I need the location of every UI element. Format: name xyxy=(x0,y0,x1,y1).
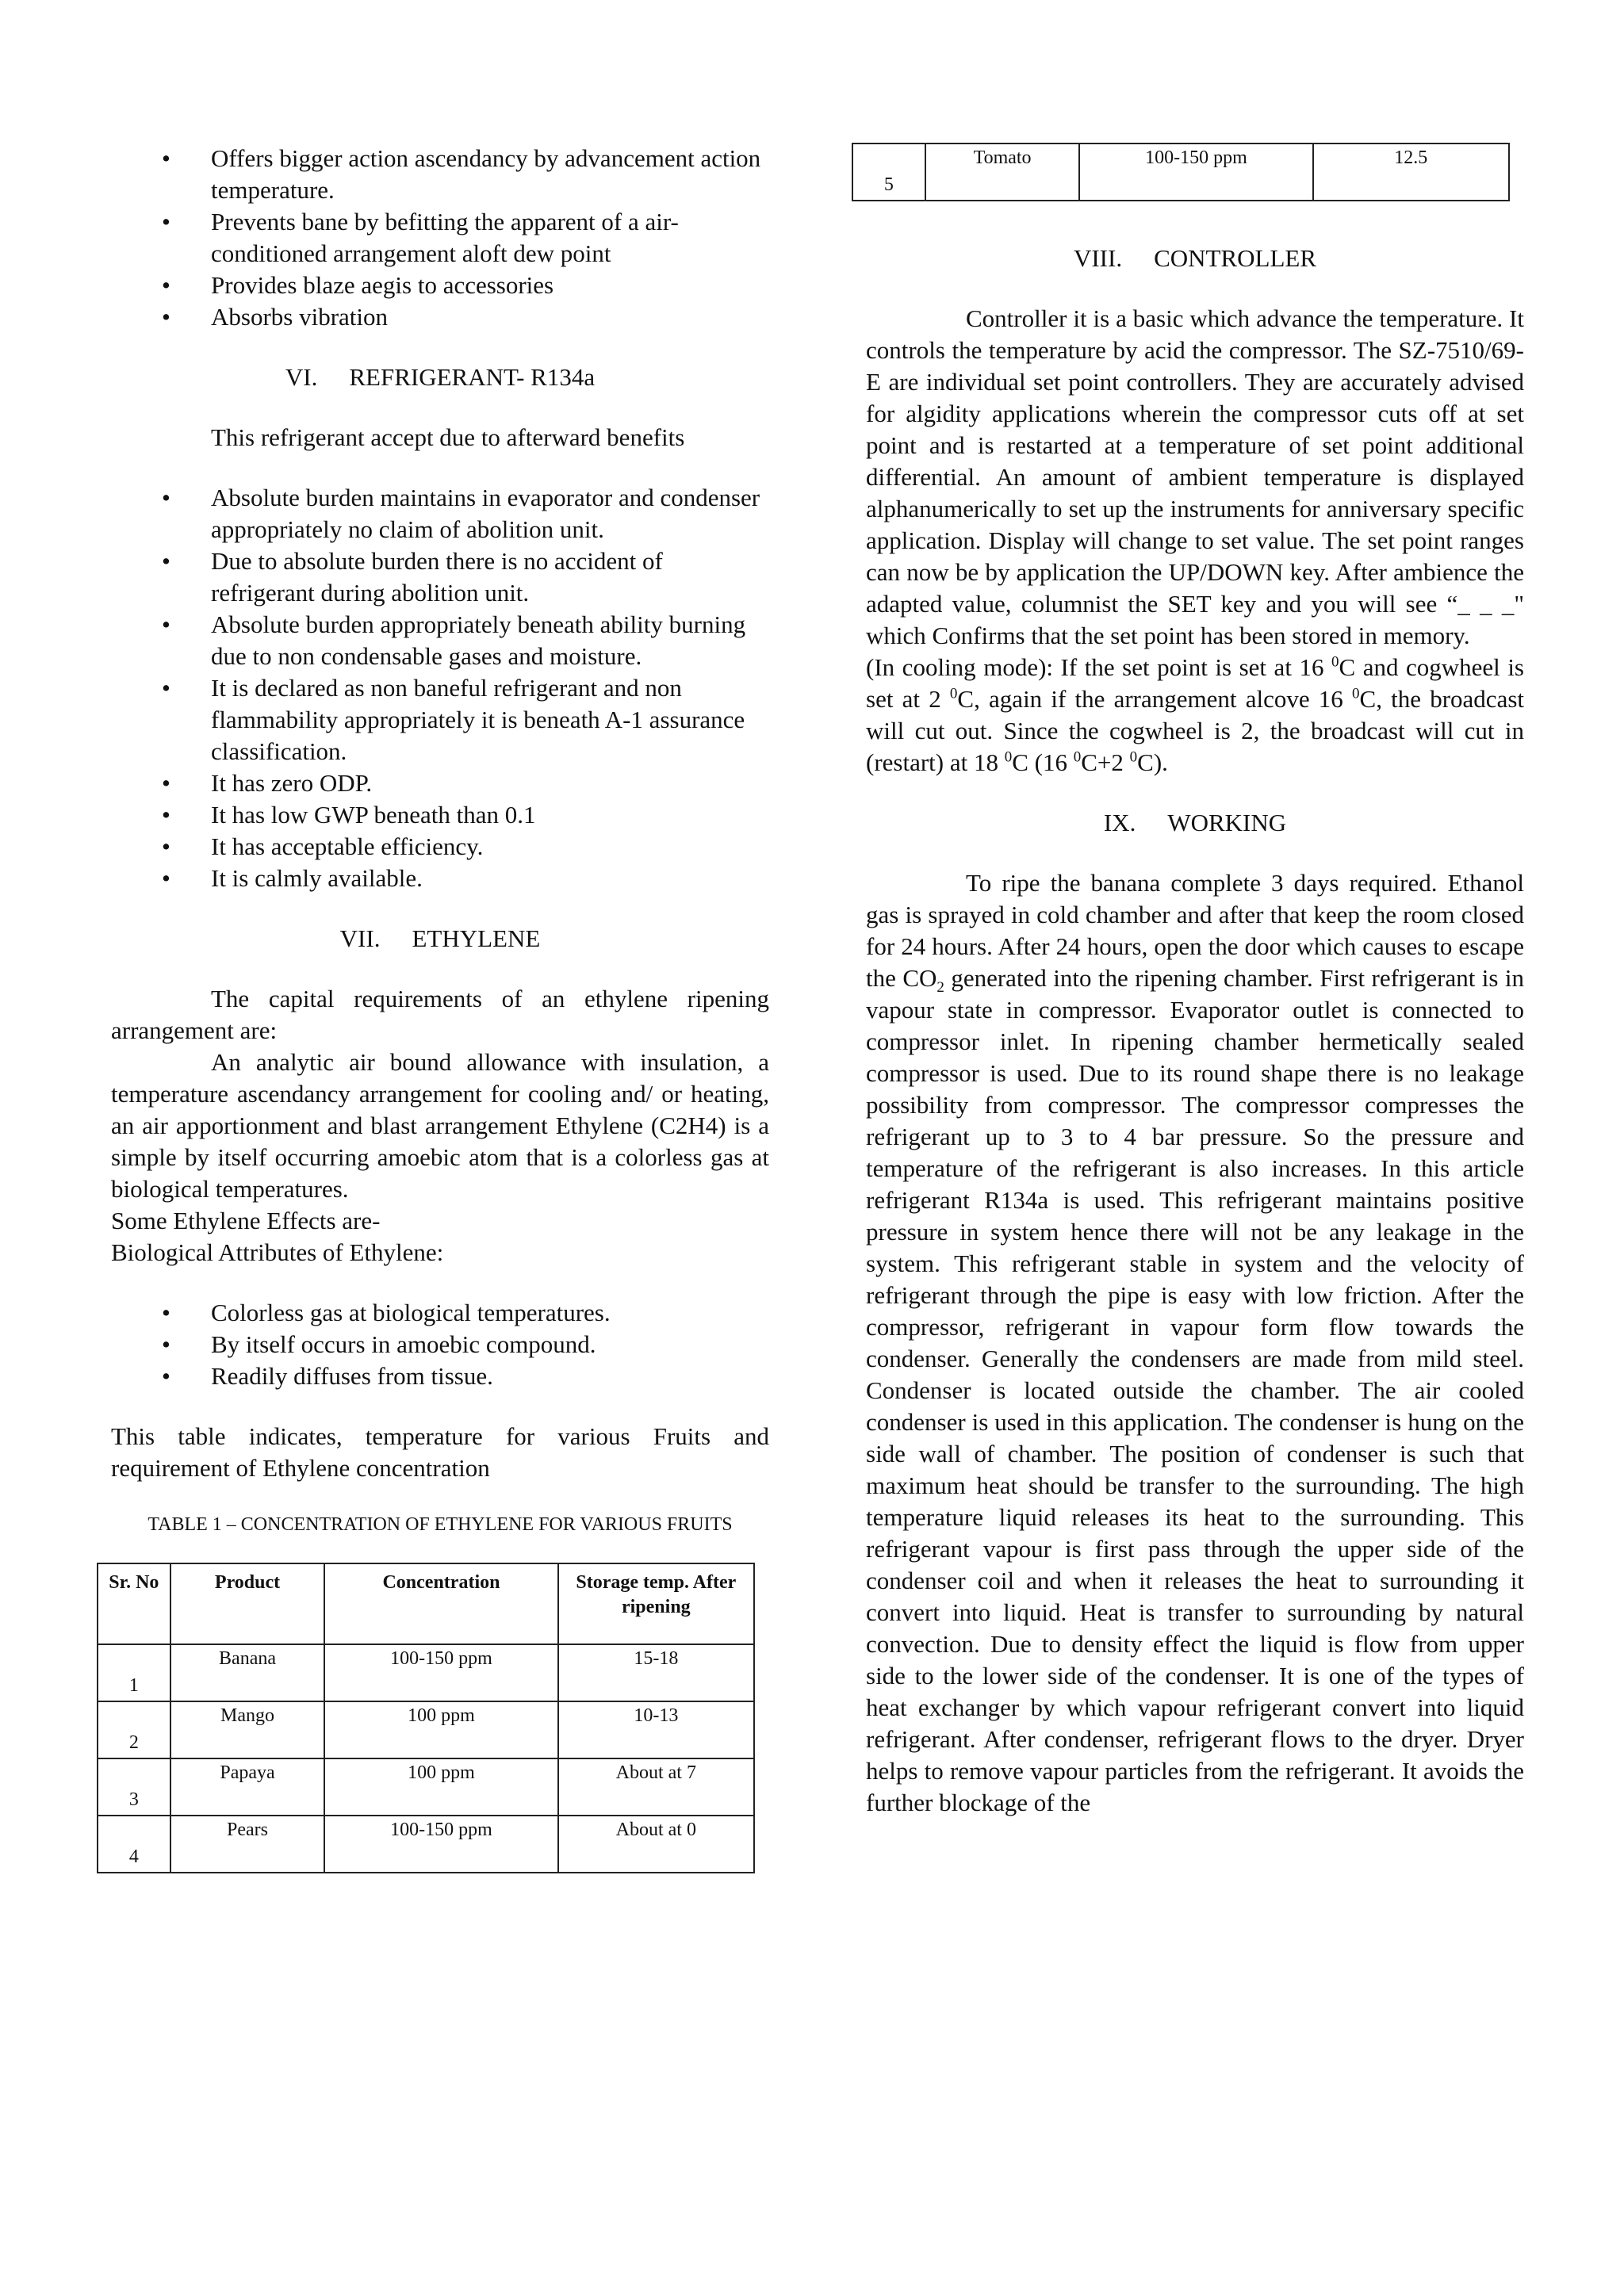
ethylene-attributes-line: Biological Attributes of Ethylene: xyxy=(111,1238,444,1266)
advantages-list xyxy=(111,143,769,333)
list-item: • It is calmly available. xyxy=(111,863,769,894)
section-heading-controller: VIII. CONTROLLER xyxy=(1073,244,1317,272)
right-column xyxy=(866,143,1524,1819)
cell-sr: 1 xyxy=(128,1675,139,1696)
cell-storage: 15-18 xyxy=(558,1644,754,1701)
ethylene-paragraph-1: The capital requirements of an ethylene ripening arrangement are: xyxy=(111,985,769,1044)
cell-sr: 4 xyxy=(128,1846,139,1867)
list-item: • It is declared as non baneful refrigerant and non flammability appropriately it is beneath A-1 assurance classification. xyxy=(111,672,769,767)
section-heading-ethylene: VII. ETHYLENE xyxy=(339,924,541,952)
ethylene-effects-line: Some Ethylene Effects are- xyxy=(111,1207,381,1234)
list-item: • Due to absolute burden there is no accident of refrigerant during abolition unit. xyxy=(111,545,769,609)
left-column xyxy=(111,143,769,1873)
header-storage: Storage temp. After ripening xyxy=(558,1563,754,1644)
list-item: • Prevents bane by befitting the apparent of a air-conditioned arrangement aloft dew point xyxy=(111,206,769,270)
header-sr: Sr. No xyxy=(98,1563,170,1644)
cell-product: Papaya xyxy=(170,1758,325,1816)
header-concentration: Concentration xyxy=(324,1563,557,1644)
cell-concentration: 100 ppm xyxy=(324,1758,557,1816)
cell-storage: About at 0 xyxy=(558,1816,754,1873)
table-row xyxy=(98,1644,754,1701)
cell-concentration: 100-150 ppm xyxy=(324,1644,557,1701)
cell-concentration: 100-150 ppm xyxy=(324,1816,557,1873)
cell-storage: About at 7 xyxy=(558,1758,754,1816)
table-row xyxy=(98,1701,754,1758)
list-item: • It has low GWP beneath than 0.1 xyxy=(111,799,769,831)
table-header-row xyxy=(98,1563,754,1644)
list-item: • By itself occurs in amoebic compound. xyxy=(111,1329,769,1360)
working-paragraph: To ripe the banana complete 3 days required. Ethanol gas is sprayed in cold chamber and after that keep the room closed for 24 hours. After 24 hours, open the door which causes to escape the $CO_2$ generated into the ripening chamber. First refrigerant is in vapour state in compressor. Evaporator outlet is connected to compressor inlet. In ripening chamber hermetically sealed compressor is used. Due to its round shape there is no leakage possibility from compressor. The compressor compresses the refrigerant up to 3 to 4 bar pressure. So the pressure and temperature of the refrigerant is also increases. In this article refrigerant R134a is used. This refrigerant maintains positive pressure in system hence there will not be any leakage in the system. This refrigerant stable in system and the velocity of refrigerant through the pipe is easy with low friction. After the compressor, refrigerant in vapour form flow towards the condenser. Generally the condensers are made from mild steel. Condenser is located outside the chamber. The air cooled condenser is used in this application. The condenser is hung on the side wall of chamber. The position of condenser is such that maximum heat should be transfer to the surrounding. The high temperature liquid releases its heat to the surrounding. This refrigerant vapour is first pass through the upper side of the condenser coil and when it releases the heat to surrounding it convert into liquid. Heat is transfer to surrounding by natural convection. Due to density effect the liquid is flow from upper side to the lower side of the condenser. It is one of the types of heat exchanger by which vapour refrigerant convert into liquid refrigerant. After condenser, refrigerant flows to the dryer. Dryer helps to remove vapour particles from the refrigerant. It avoids the further blockage of the xyxy=(866,869,1524,1816)
list-item: • Absolute burden appropriately beneath ability burning due to non condensable gases and moisture. xyxy=(111,609,769,672)
list-item: • Offers bigger action ascendancy by advancement action temperature. xyxy=(111,143,769,206)
ethylene-table-continued xyxy=(852,143,1510,201)
controller-paragraph-2: (In cooling mode): If the set point is set at 16 $^0$C and cogwheel is set at 2 $^0$C, again if the arrangement alcove 16 $^0$C, the broadcast will cut out. Since the cogwheel is 2, the broadcast will cut in (restart) at 18 $^0$C (16 $^0$C+2 $^0$C). xyxy=(866,653,1524,776)
cell-sr: 2 xyxy=(128,1732,139,1753)
table-row xyxy=(98,1816,754,1873)
cell-product: Mango xyxy=(170,1701,325,1758)
list-item: • Colorless gas at biological temperatures. xyxy=(111,1297,769,1329)
table-row xyxy=(98,1758,754,1816)
cell-storage: 12.5 xyxy=(1313,144,1509,201)
table-intro: This table indicates, temperature for various Fruits and requirement of Ethylene concentration xyxy=(111,1422,769,1482)
cell-sr: 5 xyxy=(883,174,894,195)
controller-paragraph-1: Controller it is a basic which advance the temperature. It controls the temperature by acid the compressor. The SZ-7510/69-E are individual set point controllers. They are accurately advised for algidity applications wherein the compressor cuts off at set point and is restarted at a temperature of set point additional differential. An amount of ambient temperature is displayed alphanumerically to set up the instruments for anniversary specific application. Display will change to set value. The set point ranges can now be by application the UP/DOWN key. After ambience the adapted value, columnist the SET key and you will see “_ _ _" which Confirms that the set point has been stored in memory. xyxy=(866,304,1524,649)
cell-product: Banana xyxy=(170,1644,325,1701)
ethylene-attributes-list xyxy=(111,1297,769,1392)
cell-product: Pears xyxy=(170,1816,325,1873)
list-item: • Provides blaze aegis to accessories xyxy=(111,270,769,301)
list-item: • Readily diffuses from tissue. xyxy=(111,1360,769,1392)
section-heading-refrigerant: VI. REFRIGERANT- R134a xyxy=(285,363,596,391)
ethylene-table xyxy=(97,1563,755,1873)
cell-sr: 3 xyxy=(128,1789,139,1810)
refrigerant-intro: This refrigerant accept due to afterward benefits xyxy=(211,423,685,451)
list-item: • Absorbs vibration xyxy=(111,301,769,333)
header-product: Product xyxy=(170,1563,325,1644)
section-heading-working: IX. WORKING xyxy=(1103,809,1287,836)
list-item: • Absolute burden maintains in evaporator and condenser appropriately no claim of abolition unit. xyxy=(111,482,769,545)
cell-concentration: 100 ppm xyxy=(324,1701,557,1758)
cell-product: Tomato xyxy=(925,144,1080,201)
list-item: • It has zero ODP. xyxy=(111,767,769,799)
table-row xyxy=(852,144,1509,201)
ethylene-paragraph-2: An analytic air bound allowance with insulation, a temperature ascendancy arrangement for cooling and/ or heating, an air apportionment and blast arrangement Ethylene (C2H4) is a simple by itself occurring amoebic atom that is a colorless gas at biological temperatures. xyxy=(111,1048,769,1203)
cell-storage: 10-13 xyxy=(558,1701,754,1758)
list-item: • It has acceptable efficiency. xyxy=(111,831,769,863)
refrigerant-benefits-list xyxy=(111,482,769,894)
table-caption: TABLE 1 – CONCENTRATION OF ETHYLENE FOR VARIOUS FRUITS xyxy=(147,1514,733,1535)
cell-concentration: 100-150 ppm xyxy=(1079,144,1312,201)
